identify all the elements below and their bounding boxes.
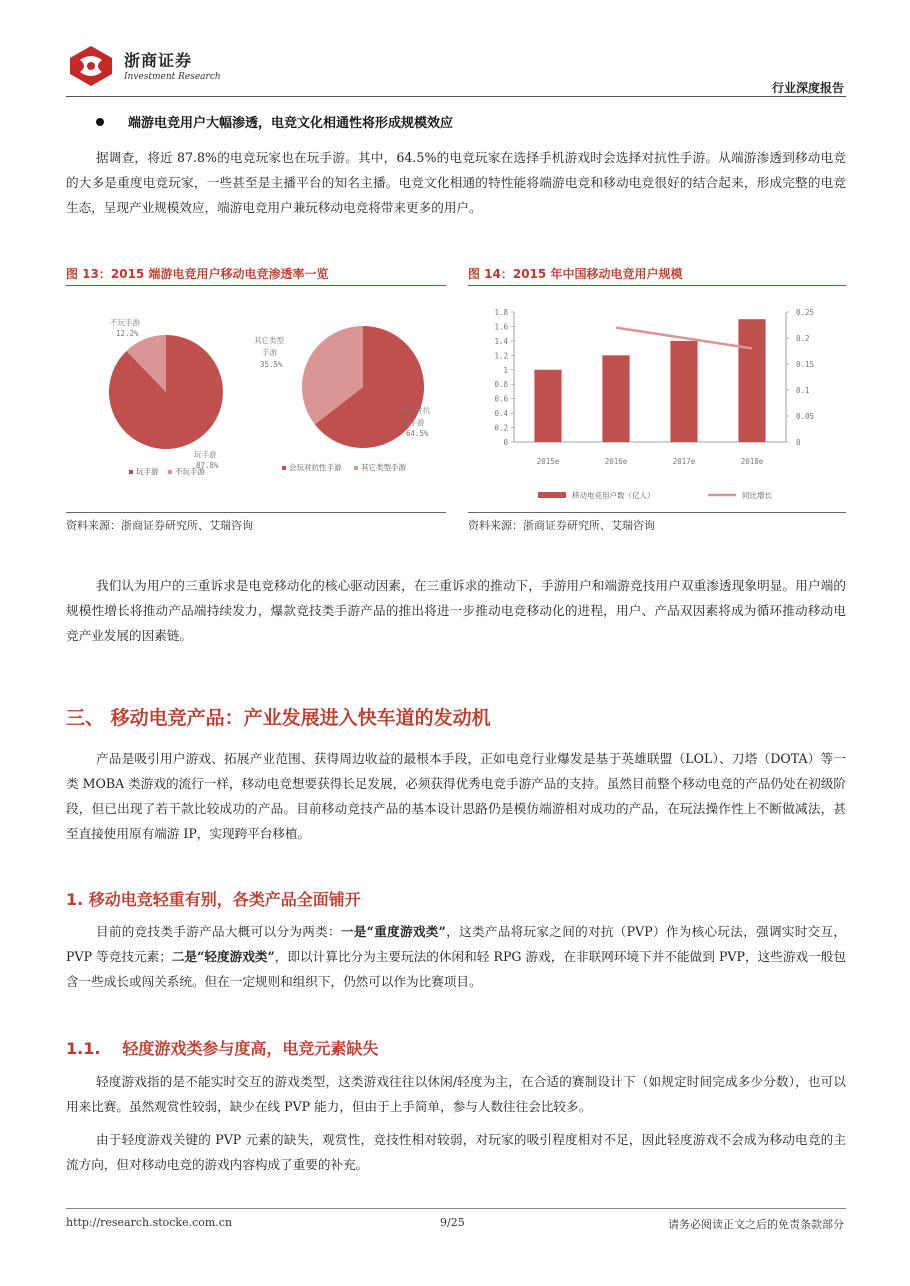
subsection-1-1-title: 轻度游戏类参与度高，电竞元素缺失 bbox=[122, 1039, 379, 1058]
pie2-legend-swatch-pvp bbox=[282, 466, 286, 470]
legend-growth: 同比增长 bbox=[742, 491, 772, 500]
paragraph-2: 我们认为用户的三重诉求是电竞移动化的核心驱动因素，在三重诉求的推动下，手游用户和端游竞技用户双重渗透现象明显。用户端的规模性增长将推动产品端持续发力，爆款竞技类手游产品的推出将进一步推动电竞移动化的进程，用户、产品双因素将成为循环推动移动电竞产业发展的因素链。 bbox=[66, 578, 846, 643]
p4-emph-light: 二是“轻度游戏类” bbox=[171, 949, 275, 964]
p4-text-a: 目前的竞技类手游产品大概可以分为两类： bbox=[96, 924, 341, 939]
y-tick-label: 0.2 bbox=[494, 423, 508, 433]
y-tick-label: 0.4 bbox=[494, 409, 508, 419]
footer-disclaimer: 请务必阅读正文之后的免责条款部分 bbox=[668, 1218, 844, 1231]
legend-swatch-users bbox=[538, 492, 566, 498]
bar-2017e bbox=[670, 341, 697, 442]
report-type: 行业深度报告 bbox=[771, 81, 844, 95]
fig14-source: 资料来源：浙商证券研究所、艾瑞咨询 bbox=[468, 519, 655, 532]
pie1-legend-swatch-play bbox=[129, 470, 133, 474]
section-3-heading: 三、 移动电竞产品：产业发展进入快车道的发动机 bbox=[66, 707, 491, 729]
fig14-title: 图 14：2015 年中国移动电竞用户规模 bbox=[468, 267, 683, 281]
bar-2016e bbox=[602, 355, 629, 442]
pie1-label-minor: 不玩手游 bbox=[110, 318, 140, 327]
x-tick-label: 2016e bbox=[604, 457, 628, 466]
fig13-bottom-rule bbox=[66, 512, 446, 513]
x-tick-label: 2017e bbox=[672, 457, 696, 466]
y-tick-label: 0.8 bbox=[494, 380, 508, 390]
x-tick-label: 2018e bbox=[740, 457, 764, 466]
y-tick-label: 0.6 bbox=[494, 394, 508, 404]
footer-page-number: 9/25 bbox=[440, 1216, 465, 1229]
fig13-top-rule bbox=[66, 285, 446, 286]
pie2-label-minor-1: 其它类型 bbox=[254, 336, 284, 345]
p4-emph-heavy: 一是“重度游戏类” bbox=[340, 924, 446, 939]
paragraph-3: 产品是吸引用户游戏、拓展产业范围、获得周边收益的最根本手段，正如电竞行业爆发是基于英雄联盟（LOL）、刀塔（DOTA）等一类 MOBA 类游戏的流行一样，移动电竞想要获得长足发展，必须获得优秀电竞手游产品的支持。虽然目前整个移动电竞的产品仍处在初级阶段，但已出现了若干款比较成功的产品。目前移动竞技产品的基本设计思路仍是模仿端游相对成功的产品，在玩法操作性上不断做减法，甚至直接使用原有端游 IP，实现跨平台移植。 bbox=[66, 751, 847, 841]
y2-tick-label: 0.25 bbox=[796, 308, 815, 317]
fig13-source: 资料来源：浙商证券研究所、艾瑞咨询 bbox=[66, 519, 253, 532]
pie1-label-major-pct: 87.8% bbox=[196, 461, 219, 470]
y2-tick-label: 0 bbox=[796, 438, 801, 447]
bar-2015e bbox=[534, 370, 561, 442]
pie1 bbox=[109, 335, 223, 449]
footer-divider bbox=[66, 1208, 846, 1209]
pie1-legend-noplay: 不玩手游 bbox=[175, 467, 205, 476]
fig14-top-rule bbox=[468, 285, 846, 286]
y2-tick-label: 0.2 bbox=[796, 334, 810, 343]
subsection-1-1-num: 1.1. bbox=[66, 1039, 101, 1058]
pie1-legend-swatch-noplay bbox=[168, 470, 172, 474]
fig13-title: 图 13：2015 端游电竞用户移动电竞渗透率一览 bbox=[66, 267, 329, 281]
fig13-pies bbox=[66, 290, 450, 510]
y-tick-label: 1.4 bbox=[494, 336, 508, 346]
footer-url[interactable]: http://research.stocke.com.cn bbox=[66, 1216, 233, 1229]
y2-tick-label: 0.15 bbox=[796, 360, 815, 369]
y-tick-label: 1.2 bbox=[494, 351, 508, 361]
p4-text-c: ，这类产品将玩家之间的对抗（PVP）作为核心玩法，强调实时交互，PVP 等竞技元素； bbox=[66, 924, 847, 964]
pie1-label-minor-pct: 12.2% bbox=[116, 329, 139, 338]
pie1-label-major: 玩手游 bbox=[194, 450, 217, 459]
x-tick-label: 2015e bbox=[536, 457, 560, 466]
paragraph-1: 据调查，将近 87.8%的电竞玩家也在玩手游。其中，64.5%的电竞玩家在选择手机游戏时会选择对抗性手游。从端游渗透到移动电竞的大多是重度电竞玩家，一些甚至是主播平台的知名主播。电竞文化相通的特性能将端游电竞和移动电竞很好的结合起来，形成完整的电竞生态，呈现产业规模效应，端游电竞用户兼玩移动电竞将带来更多的用户。 bbox=[66, 150, 846, 215]
pie2-label-minor-pct: 35.5% bbox=[260, 360, 283, 369]
paragraph-5: 轻度游戏指的是不能实时交互的游戏类型，这类游戏往往以休闲/轻度为主，在合适的赛制设计下（如规定时间完成多少分数），也可以用来比赛。虽然观赏性较弱，缺少在线 PVP 能力，但由于上手简单，参与人数往往会比较多。 bbox=[66, 1074, 846, 1114]
pie2-legend-swatch-other bbox=[354, 466, 358, 470]
pie2-label-major-2: 性手游 bbox=[402, 418, 425, 427]
company-name-en: Investment Research bbox=[124, 72, 221, 82]
legend-users: 移动电竞用户数（亿人） bbox=[572, 491, 655, 500]
paragraph-4 bbox=[66, 919, 846, 994]
p4-text-e: ，即以计算比分为主要玩法的休闲和轻 RPG 游戏，在非联网环境下并不能做到 PVP，这些游戏一般包含一些成长或闯关系统。但在一定规则和组织下，仍然可以作为比赛项目。 bbox=[66, 949, 846, 989]
pie2-label-minor-2: 手游 bbox=[262, 348, 277, 357]
pie2-legend-pvp: 会玩对抗性手游 bbox=[289, 463, 342, 472]
bullet-dot-icon bbox=[96, 118, 104, 126]
header-divider bbox=[66, 96, 846, 97]
y-tick-label: 1.6 bbox=[494, 322, 508, 332]
company-logo bbox=[66, 44, 116, 88]
company-name-cn: 浙商证券 bbox=[124, 51, 193, 70]
y-tick-label: 0 bbox=[503, 438, 508, 447]
y-tick-label: 1 bbox=[503, 365, 508, 375]
paragraph-6: 由于轻度游戏关键的 PVP 元素的缺失，观赏性，竞技性相对较弱，对玩家的吸引程度相对不足，因此轻度游戏不会成为移动电竞的主流方向，但对移动电竞的游戏内容构成了重要的补充。 bbox=[66, 1132, 846, 1172]
pie2-label-major-pct: 64.5% bbox=[406, 429, 429, 438]
y-tick-label: 1.8 bbox=[494, 308, 508, 317]
y2-tick-label: 0.1 bbox=[796, 386, 810, 395]
pie1-legend-play: 玩手游 bbox=[136, 467, 159, 476]
pie2-label-major-1: 会玩对抗 bbox=[400, 406, 430, 415]
y2-tick-label: 0.05 bbox=[796, 412, 815, 421]
bullet-heading: 端游电竞用户大幅渗透，电竞文化相通性将形成规模效应 bbox=[128, 116, 454, 131]
bar-2018e bbox=[738, 319, 765, 442]
subsection-1-heading: 1. 移动电竞轻重有别，各类产品全面铺开 bbox=[66, 890, 361, 909]
fig14-bottom-rule bbox=[468, 512, 846, 513]
subsection-1-1-heading bbox=[66, 1036, 378, 1059]
pie2-legend-other: 其它类型手游 bbox=[361, 463, 406, 472]
fig14-chart bbox=[468, 290, 848, 510]
